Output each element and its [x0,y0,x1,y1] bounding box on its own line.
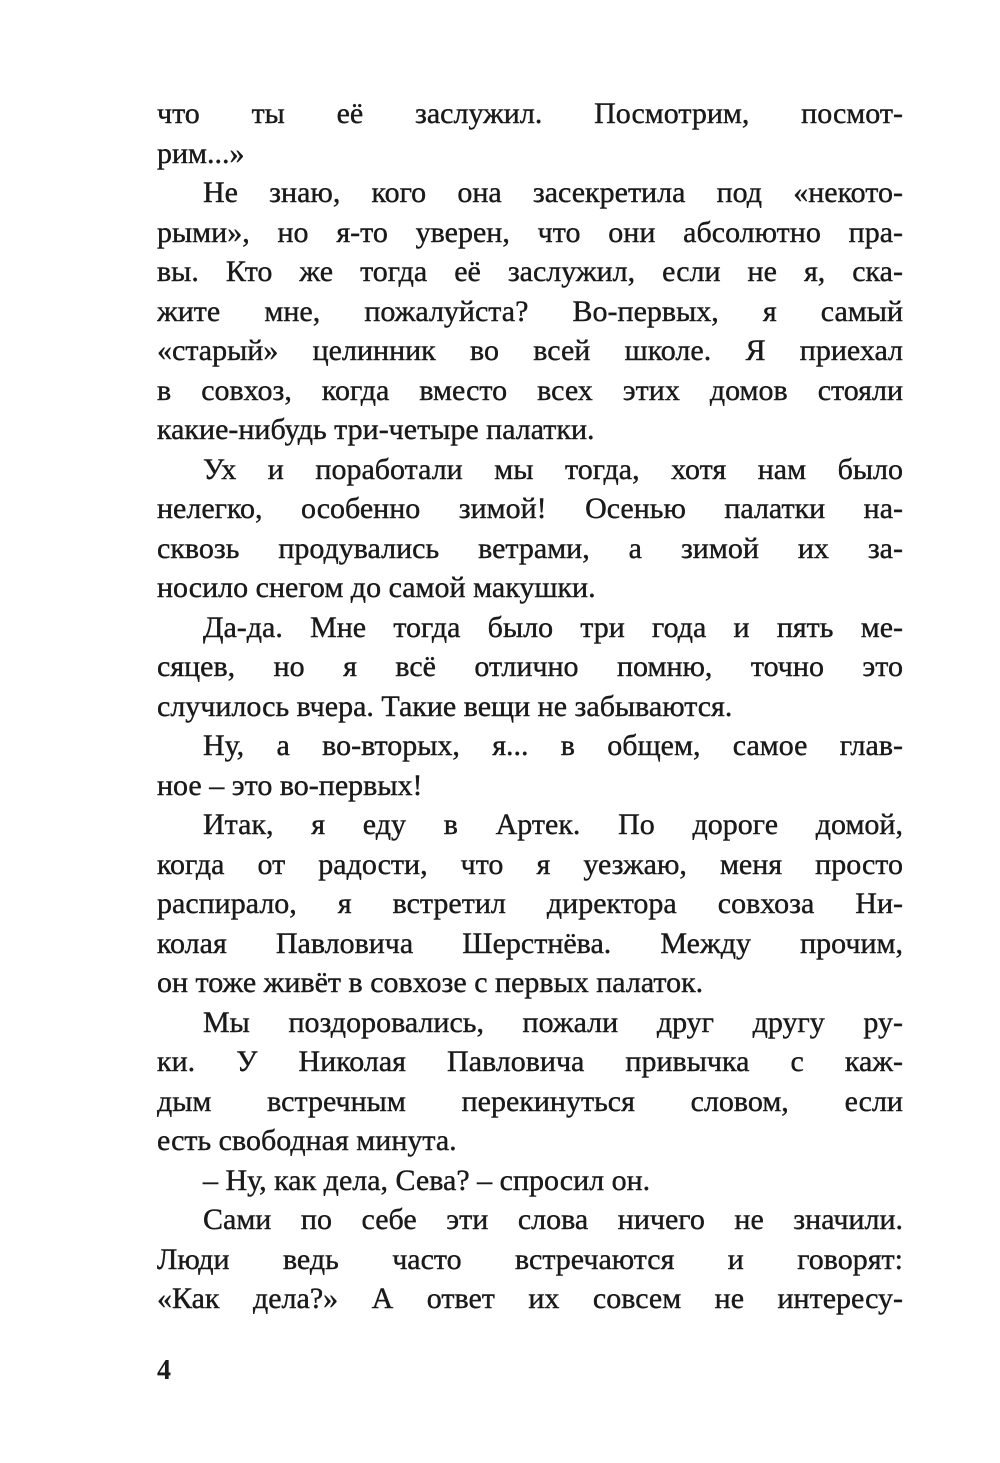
text-line: «старый» целинник во всей школе. Я приехал [157,334,903,367]
text-line: нелегко, особенно зимой! Осенью палатки на- [157,492,903,525]
text-line: колая Павловича Шерстнёва. Между прочим, [157,926,903,960]
text-line: носило снегом до самой макушки. [157,571,596,604]
text-line: Итак, я еду в Артек. По дороге домой, [203,808,903,841]
text-line: в совхоз, когда вместо всех этих домов стояли [157,373,903,407]
text-line: есть свободная минута. [157,1124,457,1157]
text-line: – Ну, как дела, Сева? – спросил он. [203,1163,651,1197]
text-line: рыми», но я-то уверен, что они абсолютно пра- [157,215,903,249]
paragraph [157,1200,903,1319]
paragraph [157,94,903,173]
paragraph [157,173,903,450]
text-line: вы. Кто же тогда её заслужил, если не я, ска- [157,255,903,288]
page-body-text [157,94,903,1319]
text-line: «Как дела?» А ответ их совсем не интересу- [157,1282,903,1315]
text-line: когда от радости, что я уезжаю, меня просто [157,847,903,881]
text-line: Люди ведь часто встречаются и говорят: [157,1242,903,1276]
text-line: ки. У Николая Павловича привычка с каж- [157,1045,903,1078]
paragraph [157,1161,903,1201]
page-number: 4 [157,1355,171,1386]
text-line: дым встречным перекинуться словом, если [157,1084,903,1118]
text-line: ное – это во-первых! [157,768,423,802]
paragraph [157,805,903,1003]
text-line: Да-да. Мне тогда было три года и пять ме- [203,610,903,644]
text-line: жите мне, пожалуйста? Во-первых, я самый [157,294,903,328]
text-line: что ты её заслужил. Посмотрим, посмот- [157,97,903,130]
paragraph [157,1003,903,1161]
text-line: распирало, я встретил директора совхоза Ни- [157,887,903,920]
text-line: случилось вчера. Такие вещи не забываются. [157,689,733,723]
text-line: Ну, а во-вторых, я... в общем, самое глав- [203,729,903,762]
text-line: какие-нибудь три-четыре палатки. [157,413,595,446]
text-line: Мы поздоровались, пожали друг другу ру- [203,1005,903,1039]
text-line: Ух и поработали мы тогда, хотя нам было [203,452,903,486]
paragraph [157,608,903,727]
text-line: Сами по себе эти слова ничего не значили. [203,1203,903,1236]
text-line: он тоже живёт в совхозе с первых палаток. [157,966,704,999]
paragraph [157,450,903,608]
text-line: Не знаю, кого она засекретила под «некото- [203,176,903,209]
paragraph [157,726,903,805]
text-line: сквозь продувались ветрами, а зимой их за- [157,531,903,565]
text-line: рим...» [157,136,245,170]
text-line: сяцев, но я всё отлично помню, точно это [157,650,903,683]
